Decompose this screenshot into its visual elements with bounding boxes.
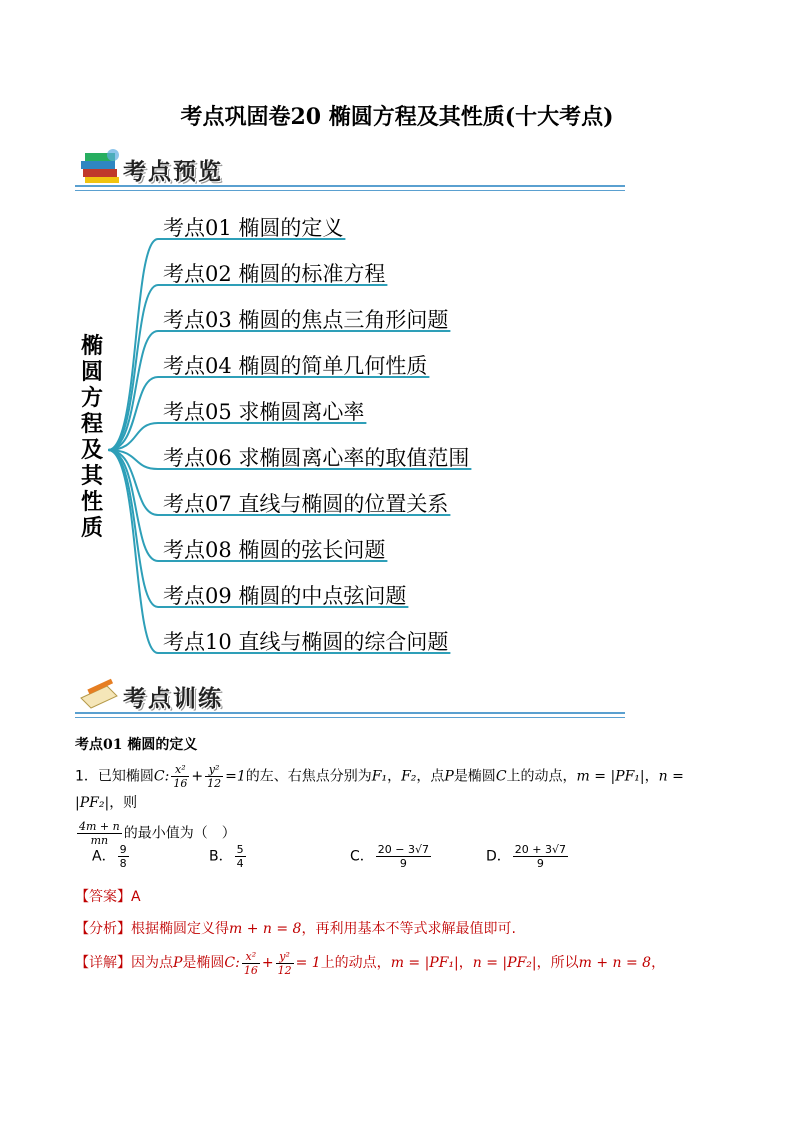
section-heading: 考点训练: [123, 685, 223, 712]
mindmap-root: 椭 圆 方 程 及 其 性 质: [80, 334, 103, 541]
option-d[interactable]: D． $\frac{20 + 3√7}{9}$: [486, 843, 566, 870]
option-a[interactable]: A． $\frac{9}{8}$: [92, 843, 127, 870]
pencil-paper-icon: [77, 674, 121, 712]
mindmap-branch: 考点01 椭圆的定义: [163, 216, 344, 240]
mindmap-branch: 考点03 椭圆的焦点三角形问题: [163, 308, 449, 332]
mindmap-branch: 考点07 直线与椭圆的位置关系: [163, 492, 449, 516]
question-1: 1．已知椭圆C: $\frac{\text{x²}}{16}$ + $\frac{\text{y²}}{12}$ =1的左、右焦点分别为F₁，F₂，点P是椭圆C上的动点，m = |PF₁|，n = |PF₂|，则 $\frac{4m + n}{mn}$ 的最小值为（ ）: [75, 763, 684, 847]
mindmap-branch: 考点04 椭圆的简单几何性质: [163, 354, 428, 378]
section-heading: 考点预览: [123, 158, 223, 185]
option-c[interactable]: C． $\frac{20 - 3√7}{9}$: [350, 843, 429, 870]
page-title: 考点巩固卷20 椭圆方程及其性质(十大考点): [180, 104, 614, 130]
option-b[interactable]: B． $\frac{5}{4}$: [209, 843, 244, 870]
mindmap-branch: 考点02 椭圆的标准方程: [163, 262, 386, 286]
mindmap-branch: 考点09 椭圆的中点弦问题: [163, 584, 407, 608]
mindmap-connector: [108, 331, 450, 450]
mindmap-branch: 考点05 求椭圆离心率: [163, 400, 365, 424]
topic-subheading: 考点01 椭圆的定义: [75, 737, 198, 753]
mindmap-branch: 考点08 椭圆的弦长问题: [163, 538, 386, 562]
detail-line: 【详解】因为点P是椭圆C: $\frac{\text{x²}}{16}$ + $\frac{\text{y²}}{12}$ = 1上的动点，m = |PF₁|，n = |PF₂|，所以m + n = 8，: [75, 949, 666, 977]
mindmap-branch: 考点06 求椭圆离心率的取值范围: [163, 446, 470, 470]
section-header-training: [75, 674, 625, 720]
analysis-line: 【分析】根据椭圆定义得m + n = 8，再利用基本不等式求解最值即可.: [75, 921, 516, 937]
answer-line: 【答案】A: [75, 889, 141, 905]
mindmap-branch: 考点10 直线与椭圆的综合问题: [163, 630, 449, 654]
